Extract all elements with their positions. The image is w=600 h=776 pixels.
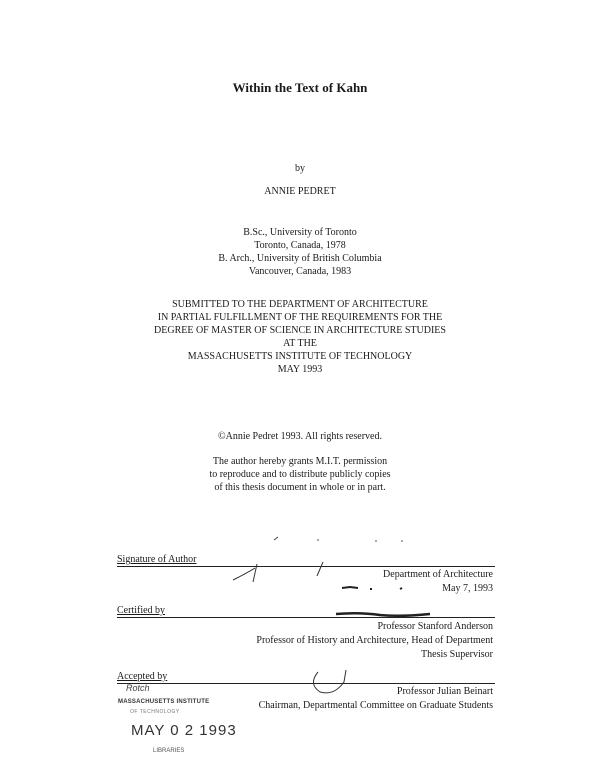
certified-details xyxy=(200,620,493,662)
thesis-title: Within the Text of Kahn xyxy=(232,80,368,95)
chairman-name: Professor Julian Beinart xyxy=(396,686,493,697)
supervisor-role: Professor of History and Architecture, Head of Department xyxy=(256,635,493,646)
accepted-by-label: Accepted by xyxy=(117,671,168,682)
submission-line: SUBMITTED TO THE DEPARTMENT OF ARCHITECTURE xyxy=(172,299,428,310)
permission-line: The author hereby grants M.I.T. permission xyxy=(212,456,388,467)
stray-mark-icon xyxy=(270,534,330,544)
degree-line: Toronto, Canada, 1978 xyxy=(254,240,346,251)
stray-mark-icon xyxy=(372,536,412,546)
submission-block xyxy=(0,298,600,376)
signature-of-author-label: Signature of Author xyxy=(117,554,197,565)
stamp-institute: MASSACHUSETTS INSTITUTE xyxy=(118,699,210,705)
permission-line: of this thesis document in whole or in part. xyxy=(214,482,386,493)
stamp-date: MAY 0 2 1993 xyxy=(131,722,237,739)
supervisor-title: Thesis Supervisor xyxy=(421,649,493,660)
permission-line: to reproduce and to distribute publicly copies xyxy=(209,469,391,480)
supervisor-signature-icon xyxy=(330,608,440,620)
rotch-stamp-text: Rotch xyxy=(126,683,150,693)
signature-scribble-icon xyxy=(340,580,420,594)
by-line: by xyxy=(295,163,305,174)
submission-line: MAY 1993 xyxy=(277,364,323,375)
accepted-details xyxy=(200,685,493,713)
degrees-block xyxy=(0,226,600,278)
submission-line: AT THE xyxy=(283,338,317,349)
stamp-technology: OF TECHNOLOGY xyxy=(130,709,180,715)
degree-line: B. Arch., University of British Columbia xyxy=(218,253,382,264)
permission-block xyxy=(0,455,600,494)
department-text: Department of Architecture xyxy=(383,569,493,580)
supervisor-name: Professor Stanford Anderson xyxy=(377,621,493,632)
submission-line: DEGREE OF MASTER OF SCIENCE IN ARCHITECTURE STUDIES xyxy=(154,325,446,336)
submission-line: MASSACHUSETTS INSTITUTE OF TECHNOLOGY xyxy=(187,351,413,362)
degree-line: B.Sc., University of Toronto xyxy=(243,227,357,238)
stamp-libraries: LIBRARIES xyxy=(153,748,185,754)
submission-line: IN PARTIAL FULFILLMENT OF THE REQUIREMENTS FOR THE xyxy=(157,312,443,323)
signature-date: May 7, 1993 xyxy=(442,583,493,594)
copyright-notice: ©Annie Pedret 1993. All rights reserved. xyxy=(218,431,382,442)
author-name: ANNIE PEDRET xyxy=(264,186,336,197)
degree-line: Vancouver, Canada, 1983 xyxy=(248,266,352,277)
chairman-role: Chairman, Departmental Committee on Graduate Students xyxy=(258,700,493,711)
certified-by-label: Certified by xyxy=(117,605,166,616)
